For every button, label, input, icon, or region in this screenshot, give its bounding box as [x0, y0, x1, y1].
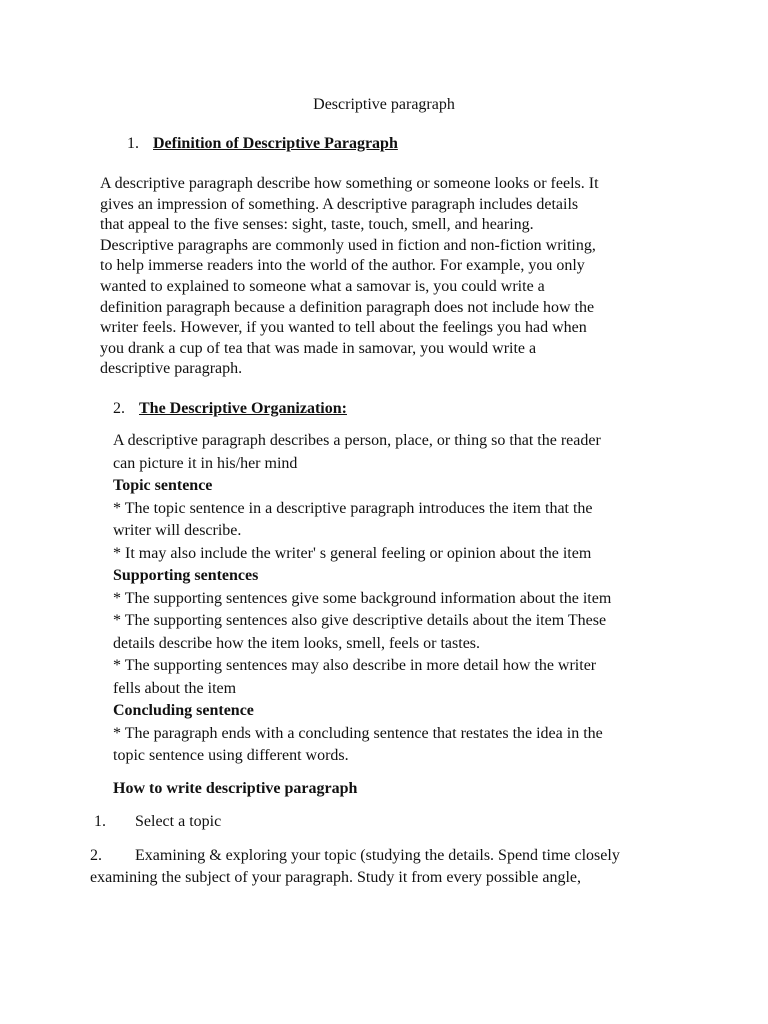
paragraph-line: gives an impression of something. A descriptive paragraph includes details — [100, 195, 579, 213]
paragraph-line: to help immerse readers into the world of the author. For example, you only — [100, 257, 585, 275]
step-2 — [90, 845, 620, 867]
section-1-heading — [127, 133, 398, 155]
paragraph-line: Descriptive paragraphs are commonly used in fiction and non-fiction writing, — [100, 236, 596, 254]
topic-sentence-heading: Topic sentence — [113, 477, 213, 494]
topic-line: writer will describe. — [113, 522, 242, 539]
step-text: Examining & exploring your topic (studying the details. Spend time closely — [135, 847, 620, 864]
supporting-line: details describe how the item looks, smell, feels or tastes. — [113, 634, 481, 652]
page-title: Descriptive paragraph — [313, 96, 455, 113]
paragraph-line: definition paragraph because a definition paragraph does not include how the — [100, 298, 595, 316]
supporting-sentences-heading: Supporting sentences — [113, 567, 259, 584]
section-title: The Descriptive Organization: — [139, 400, 347, 417]
paragraph-line: you drank a cup of tea that was made in samovar, you would write a — [100, 339, 537, 357]
paragraph-line: wanted to explained to someone what a samovar is, you could write a — [100, 277, 545, 295]
paragraph-line: descriptive paragraph. — [100, 360, 243, 378]
section-number: 2. — [113, 400, 125, 417]
step-2-continued: examining the subject of your paragraph. Study it from every possible angle, — [90, 869, 581, 886]
concluding-line: topic sentence using different words. — [113, 747, 349, 764]
organization-block — [113, 430, 693, 768]
step-number: 2. — [90, 847, 102, 864]
supporting-line: fells about the item — [113, 679, 237, 697]
topic-line: * The topic sentence in a descriptive paragraph introduces the item that the — [113, 499, 593, 517]
supporting-line: * The supporting sentences also give descriptive details about the item These — [113, 612, 607, 629]
intro-line: can picture it in his/her mind — [113, 454, 298, 472]
step-number: 1. — [94, 813, 106, 830]
topic-line: * It may also include the writer' s general feeling or opinion about the item — [113, 544, 592, 562]
section-title: Definition of Descriptive Paragraph — [153, 135, 398, 152]
supporting-line: * The supporting sentences give some background information about the item — [113, 589, 612, 607]
step-text: Select a topic — [135, 813, 222, 830]
supporting-line: * The supporting sentences may also describe in more detail how the writer — [113, 657, 597, 674]
concluding-line: * The paragraph ends with a concluding sentence that restates the idea in the — [113, 724, 603, 742]
paragraph-line: that appeal to the five senses: sight, taste, touch, smell, and hearing. — [100, 216, 534, 234]
paragraph-line: A descriptive paragraph describe how something or someone looks or feels. It — [100, 175, 599, 192]
intro-line: A descriptive paragraph describes a person, place, or thing so that the reader — [113, 432, 601, 449]
section-number: 1. — [127, 135, 139, 152]
step-1 — [94, 811, 221, 833]
paragraph-line: writer feels. However, if you wanted to tell about the feelings you had when — [100, 319, 587, 337]
section-2-heading — [113, 398, 347, 420]
definition-paragraph — [100, 174, 660, 380]
concluding-sentence-heading: Concluding sentence — [113, 702, 254, 719]
howto-heading: How to write descriptive paragraph — [113, 780, 358, 797]
